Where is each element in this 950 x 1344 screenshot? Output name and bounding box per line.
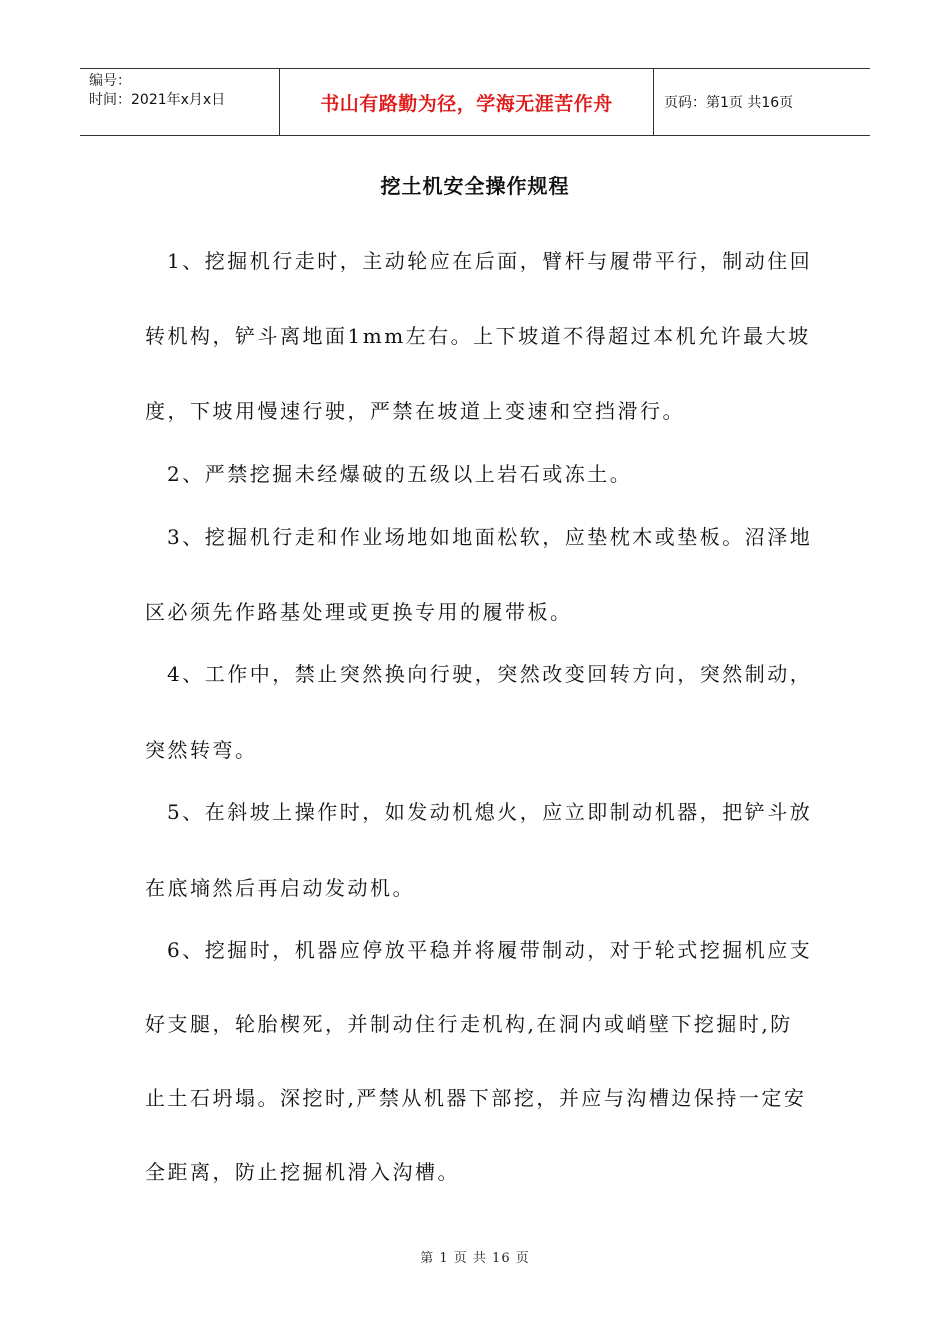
body-line: 区必须先作路基处理或更换专用的履带板。	[145, 600, 573, 624]
document-title: 挖土机安全操作规程	[380, 174, 570, 198]
body-line: 2、严禁挖掘未经爆破的五级以上岩石或冻土。	[167, 462, 633, 486]
page-info: 页码：第1页 共16页	[664, 95, 794, 111]
header-table	[80, 68, 870, 136]
body-line: 6、挖掘时，机器应停放平稳并将履带制动，对于轮式挖掘机应支	[167, 938, 813, 962]
body-line: 止土石坍塌。深挖时,严禁从机器下部挖，并应与沟槽边保持一定安	[145, 1086, 807, 1110]
header-motto-cell	[280, 69, 654, 135]
document-number-label: 编号：	[89, 73, 131, 89]
page-footer: 第 1 页 共 16 页	[420, 1251, 530, 1266]
body-line: 转机构，铲斗离地面1mm左右。上下坡道不得超过本机允许最大坡	[145, 324, 811, 348]
body-line: 全距离，防止挖掘机滑入沟槽。	[145, 1160, 460, 1184]
body-line: 3、挖掘机行走和作业场地如地面松软，应垫枕木或垫板。沼泽地	[167, 525, 813, 549]
document-time-label: 时间：2021年x月x日	[89, 92, 226, 108]
motto-text: 书山有路勤为径，学海无涯苦作舟	[320, 92, 613, 115]
body-line: 度，下坡用慢速行驶，严禁在坡道上变速和空挡滑行。	[145, 399, 685, 423]
body-line: 好支腿，轮胎楔死，并制动住行走机构,在洞内或峭壁下挖掘时,防	[145, 1012, 793, 1036]
body-line: 在底墒然后再启动发动机。	[145, 876, 415, 900]
body-line: 1、挖掘机行走时，主动轮应在后面，臂杆与履带平行，制动住回	[167, 249, 813, 273]
header-meta-cell	[80, 69, 280, 135]
header-page-cell	[654, 69, 870, 135]
body-line: 突然转弯。	[145, 738, 258, 762]
body-line: 4、工作中，禁止突然换向行驶，突然改变回转方向，突然制动，	[167, 662, 813, 686]
body-line: 5、在斜坡上操作时，如发动机熄火，应立即制动机器，把铲斗放	[167, 800, 813, 824]
